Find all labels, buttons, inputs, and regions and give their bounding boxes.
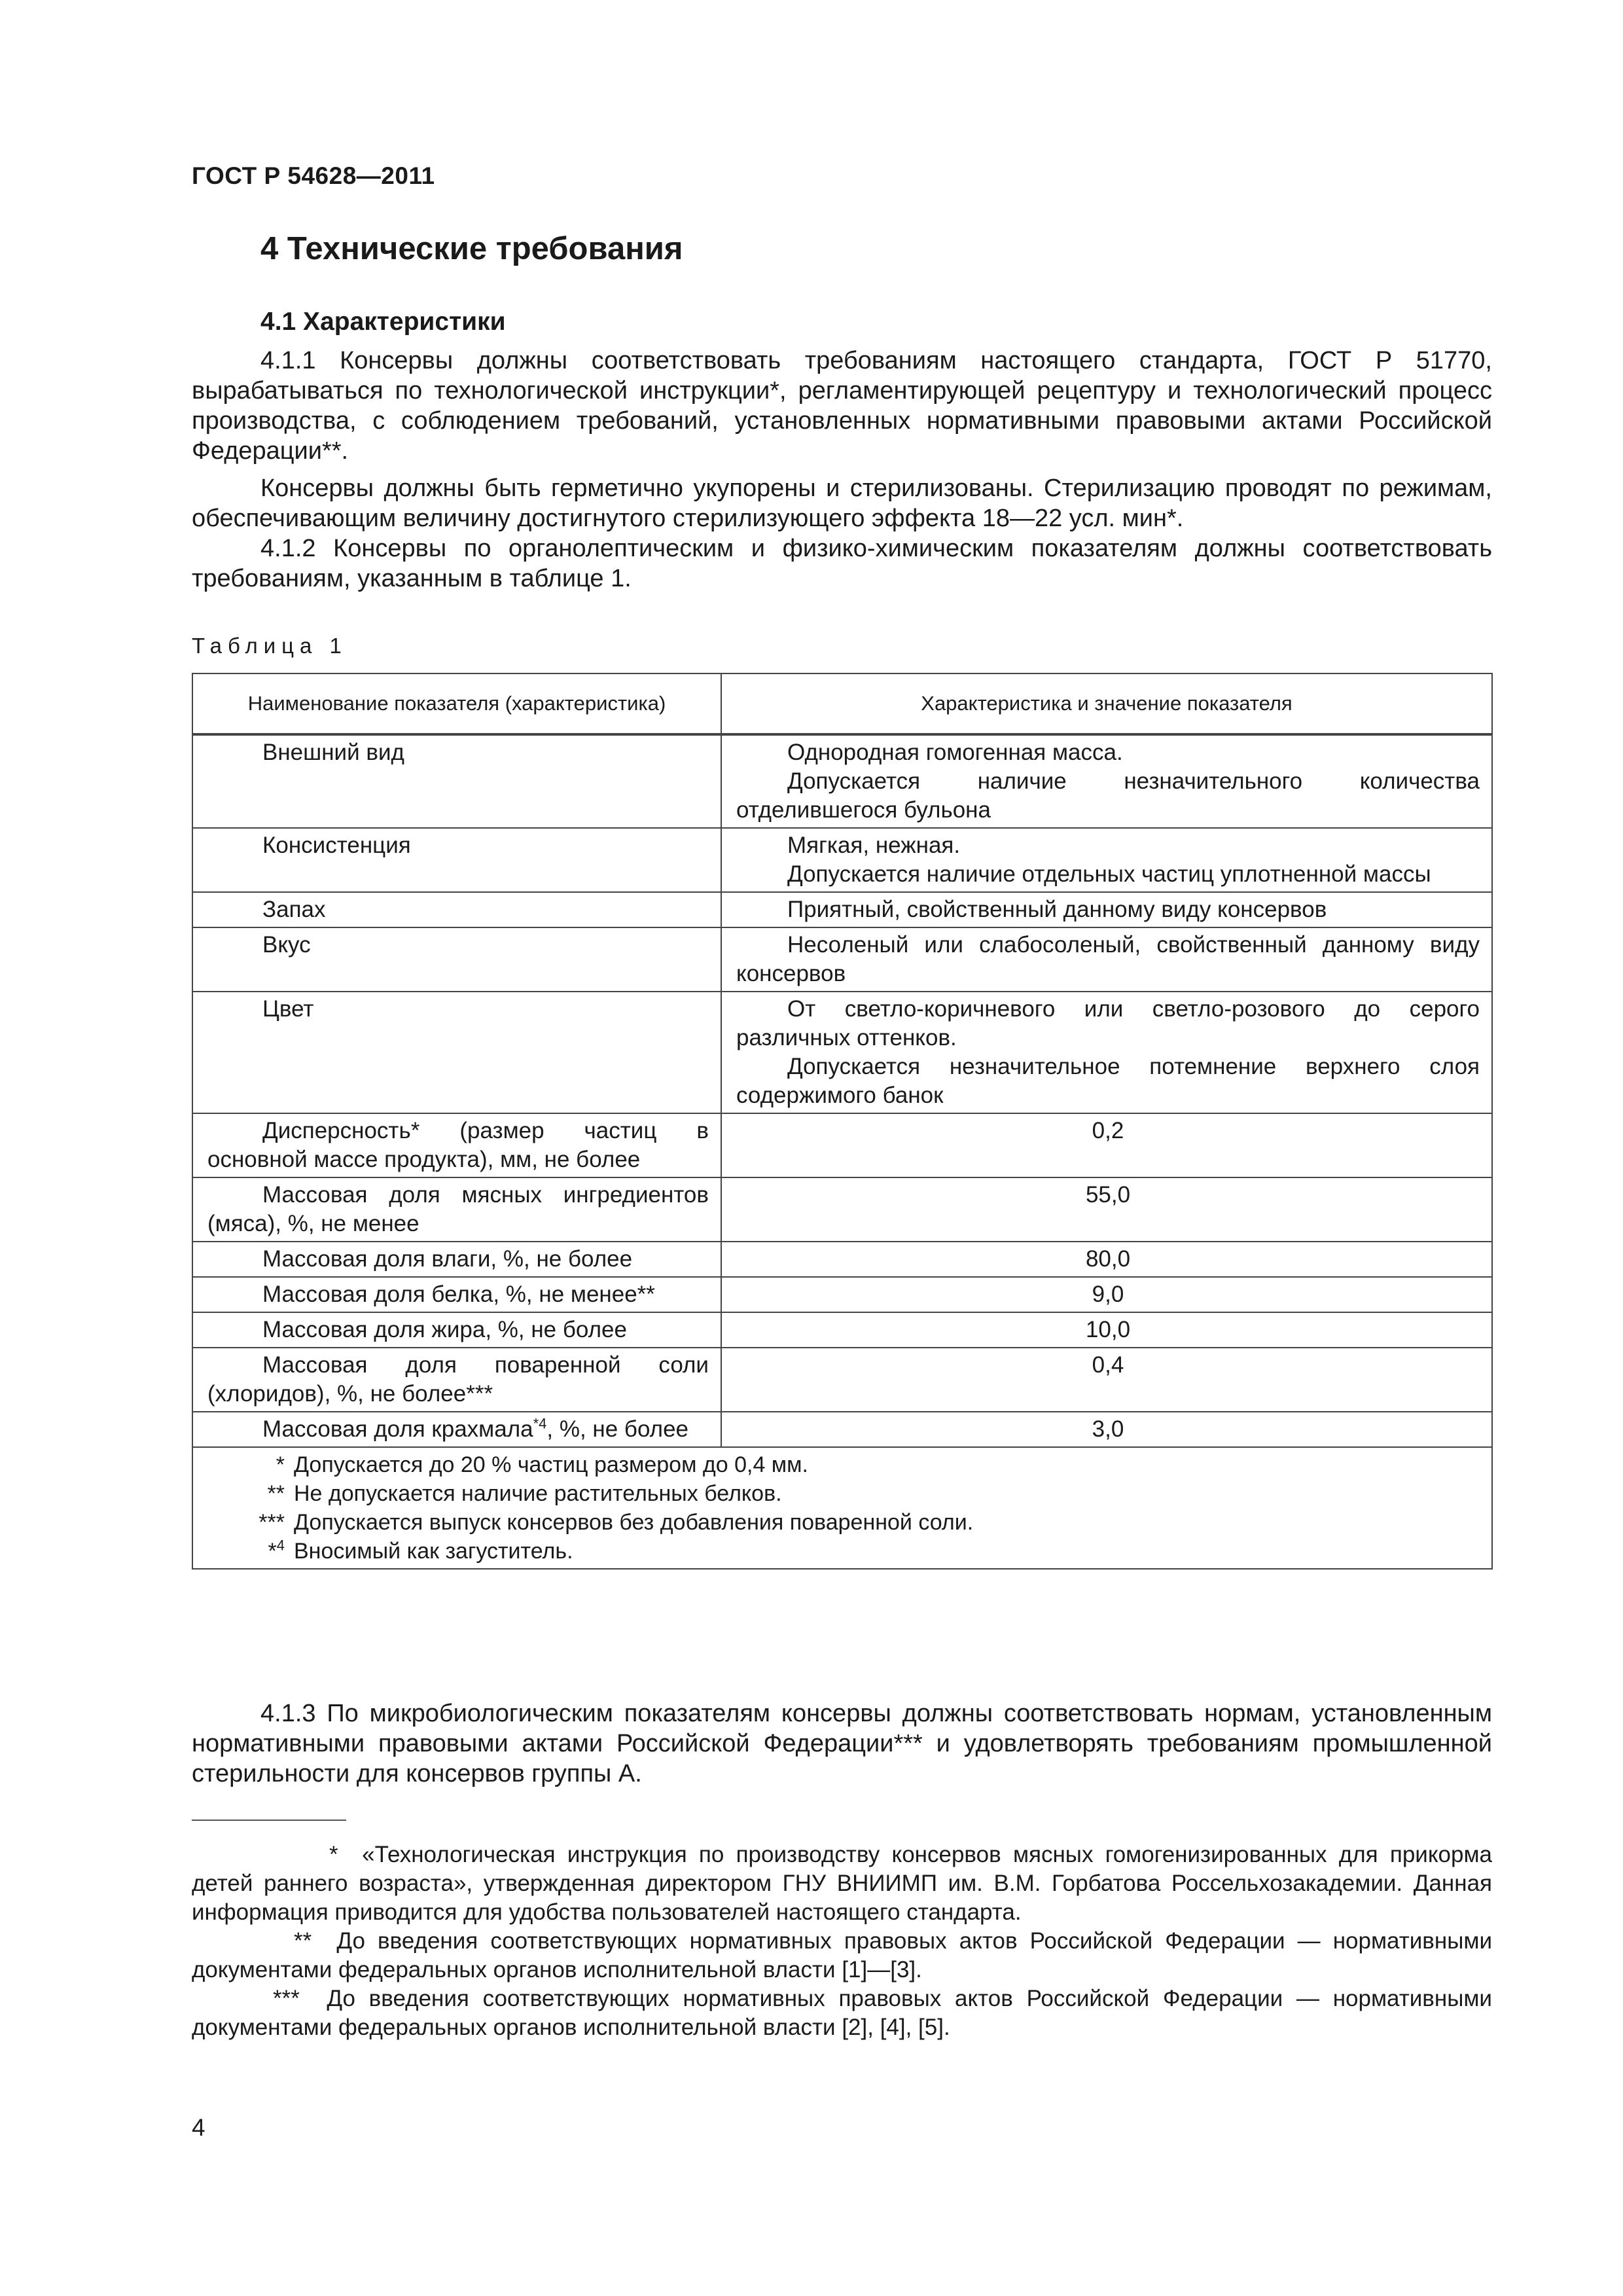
note-text: Вносимый как загуститель. <box>294 1539 573 1564</box>
footnote <box>192 1984 1492 2042</box>
characteristic-line: Допускается незначительное потемнение верхнего слоя содержимого банок <box>736 1054 1480 1108</box>
table-row <box>192 1348 1492 1412</box>
indicator-value: 3,0 <box>721 1412 1492 1447</box>
characteristic-line: Мягкая, нежная. <box>787 833 961 858</box>
indicator-name: Массовая доля мясных ингредиентов (мяса), %, не менее <box>192 1177 721 1242</box>
indicator-value: 0,2 <box>721 1113 1492 1177</box>
paragraph-sterilization: Консервы должны быть герметично укупорены и стерилизованы. Стерилизацию проводят по режимам, обеспечивающим величину достигнутого стерилизующего эффекта 18—22 усл. мин*. <box>192 475 1492 532</box>
table-row <box>192 1412 1492 1447</box>
table-row <box>192 828 1492 892</box>
table-row <box>192 927 1492 992</box>
column-header-value: Характеристика и значение показателя <box>721 673 1492 734</box>
table-row <box>192 734 1492 828</box>
section-title: 4 Технические требования <box>260 231 683 266</box>
indicator-value: 10,0 <box>721 1312 1492 1348</box>
indicator-value: 0,4 <box>721 1348 1492 1412</box>
footnote-text: «Технологическая инструкция по производству консервов мясных гомогенизированных для прикорма детей раннего возраста», утвержденная директором ГНУ ВНИИМП им. В.М. Горбатова Россельхозакадемии. Данная информация приводится для удобства пользователей настоящего стандарта. <box>192 1842 1493 1925</box>
footnote-divider <box>192 1820 346 1821</box>
note-mark: *** <box>259 1510 285 1535</box>
table-row <box>192 1277 1492 1312</box>
indicator-name <box>192 1412 721 1447</box>
requirements-table <box>192 673 1493 1570</box>
table-note <box>207 1537 1480 1566</box>
footnote-mark: ** <box>294 1928 312 1954</box>
indicator-name: Вкус <box>192 927 721 992</box>
note-mark: * <box>276 1452 285 1477</box>
indicator-name: Внешний вид <box>192 734 721 828</box>
table-row <box>192 1312 1492 1348</box>
indicator-name: Массовая доля жира, %, не более <box>192 1312 721 1348</box>
footnote <box>192 1840 1492 1927</box>
table-row <box>192 992 1492 1113</box>
table-caption: Таблица 1 <box>192 634 348 658</box>
note-text: Допускается выпуск консервов без добавления поваренной соли. <box>294 1510 974 1535</box>
note-mark: ** <box>267 1481 285 1506</box>
column-header-name: Наименование показателя (характеристика) <box>192 673 721 734</box>
characteristic-line: Несоленый или слабосоленый, свойственный данному виду консервов <box>736 932 1480 986</box>
table-row <box>192 892 1492 927</box>
indicator-name: Запах <box>192 892 721 927</box>
table-note <box>207 1479 1480 1508</box>
indicator-value: 9,0 <box>721 1277 1492 1312</box>
indicator-characteristic <box>721 892 1492 927</box>
paragraph-4-1-2: 4.1.2 Консервы по органолептическим и физико-химическим показателям должны соответствовать требованиям, указанным в таблице 1. <box>192 535 1492 592</box>
indicator-name: Консистенция <box>192 828 721 892</box>
footnote-text: До введения соответствующих нормативных правовых актов Российской Федерации — нормативными документами федеральных органов исполнительной власти [1]—[3]. <box>192 1928 1492 1982</box>
subsection-title: 4.1 Характеристики <box>260 308 506 336</box>
indicator-characteristic <box>721 927 1492 992</box>
document-code: ГОСТ Р 54628—2011 <box>192 162 435 189</box>
indicator-name: Массовая доля влаги, %, не более <box>192 1242 721 1277</box>
note-text: Не допускается наличие растительных белков. <box>294 1481 782 1506</box>
paragraph-4-1-3: 4.1.3 По микробиологическим показателям консервы должны соответствовать нормам, установленным нормативными правовыми актами Российской Федерации*** и удовлетворять требованиям промышленной стерильности для консервов группы А. <box>192 1700 1492 1787</box>
table-row <box>192 1113 1492 1177</box>
note-text: Допускается до 20 % частиц размером до 0,4 мм. <box>294 1452 809 1477</box>
characteristic-line: Однородная гомогенная масса. <box>787 740 1123 765</box>
indicator-name-text: , %, не более <box>546 1416 689 1442</box>
indicator-name: Массовая доля поваренной соли (хлоридов), %, не более*** <box>192 1348 721 1412</box>
indicator-characteristic <box>721 992 1492 1113</box>
indicator-name: Дисперсность* (размер частиц в основной массе продукта), мм, не более <box>192 1113 721 1177</box>
indicator-value: 55,0 <box>721 1177 1492 1242</box>
table-header-row <box>192 673 1492 734</box>
table-row <box>192 1177 1492 1242</box>
note-mark-sup: 4 <box>276 1537 285 1554</box>
table-note <box>207 1450 1480 1479</box>
page-number: 4 <box>192 2114 205 2141</box>
footnote-ref: *4 <box>533 1415 547 1432</box>
indicator-value: 80,0 <box>721 1242 1492 1277</box>
indicator-name: Массовая доля белка, %, не менее** <box>192 1277 721 1312</box>
characteristic-line: Допускается наличие отдельных частиц уплотненной массы <box>787 861 1431 887</box>
footnote-mark: *** <box>273 1986 300 2011</box>
note-mark <box>207 1537 294 1566</box>
indicator-name-text: Массовая доля крахмала <box>262 1416 533 1442</box>
paragraph-4-1-1: 4.1.1 Консервы должны соответствовать требованиям настоящего стандарта, ГОСТ Р 51770, вырабатываться по технологической инструкции*, регламентирующей рецептуру и технологический процесс производства, с соблюдением требований, установленных нормативными правовыми актами Российской Федерации**. <box>192 347 1492 465</box>
table-note <box>207 1508 1480 1537</box>
indicator-characteristic <box>721 734 1492 828</box>
note-mark-star: * <box>268 1539 277 1564</box>
characteristic-line: Допускается наличие незначительного количества отделившегося бульона <box>736 768 1480 823</box>
table-row <box>192 1242 1492 1277</box>
footnote-mark: * <box>329 1842 338 1867</box>
footnote-text: До введения соответствующих нормативных правовых актов Российской Федерации — нормативными документами федеральных органов исполнительной власти [2], [4], [5]. <box>192 1986 1492 2040</box>
indicator-characteristic <box>721 828 1492 892</box>
characteristic-line: От светло-коричневого или светло-розового до серого различных оттенков. <box>736 996 1480 1050</box>
table-notes <box>192 1447 1492 1569</box>
footnote <box>192 1927 1492 1984</box>
table-notes-row <box>192 1447 1492 1569</box>
indicator-name: Цвет <box>192 992 721 1113</box>
characteristic-line: Приятный, свойственный данному виду консервов <box>787 897 1327 922</box>
